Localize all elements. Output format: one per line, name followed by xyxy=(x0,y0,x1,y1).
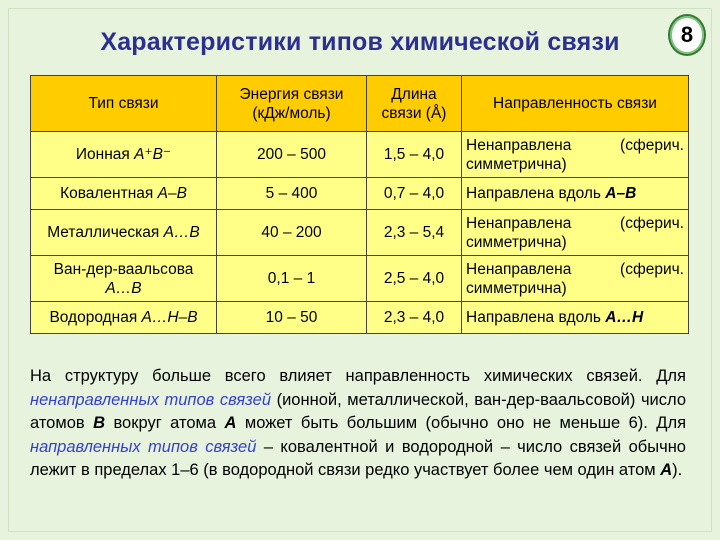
para-text-1: На структуру больше всего влияет направленность химических связей. Для xyxy=(30,367,686,385)
cell-energy: 0,1 – 1 xyxy=(217,256,367,302)
type-text: Водородная xyxy=(49,309,142,326)
type-formula: A–B xyxy=(157,185,187,202)
para-text-5: – ковалентной и водородной – число связей обычно лежит в пределах 1–6 (в водородной связи редко участвует более чем один атом xyxy=(30,437,686,479)
header-bond-energy xyxy=(217,76,367,132)
type-formula: A…B xyxy=(105,279,142,297)
header-bond-direction: Направленность связи xyxy=(462,76,689,132)
para-atom-b: B xyxy=(93,414,106,432)
direction-text: Направлена вдоль xyxy=(466,309,606,326)
cell-energy: 5 – 400 xyxy=(217,178,367,210)
cell-energy: 200 – 500 xyxy=(217,132,367,178)
cell-energy: 10 – 50 xyxy=(217,302,367,334)
cell-type xyxy=(31,302,217,334)
type-formula: A…B xyxy=(163,224,200,241)
para-highlight-directional: направленных типов связей xyxy=(30,437,257,456)
cell-length: 1,5 – 4,0 xyxy=(367,132,462,178)
table-row-van-der-waals xyxy=(31,256,689,302)
table-row-ionic xyxy=(31,132,689,178)
header-bond-type: Тип связи xyxy=(31,76,217,132)
cell-direction xyxy=(462,302,689,334)
cell-type xyxy=(31,132,217,178)
para-text-2: (ионной, металлической, ван-дер-ваальсовой) число атомов xyxy=(30,390,687,432)
para-highlight-nondirectional: ненаправленных типов связей xyxy=(30,390,271,409)
para-text-4: может быть большим (обычно оно не меньше 6). Для xyxy=(236,414,687,432)
cell-length: 0,7 – 4,0 xyxy=(367,178,462,210)
direction-formula: A…H xyxy=(605,309,644,326)
direction-formula: A–B xyxy=(605,185,637,202)
direction-text: Ненаправлена (сферич. симметрична) xyxy=(466,136,684,173)
header-length-line1: Длина xyxy=(391,85,437,103)
table-header-row xyxy=(31,76,689,132)
cell-energy: 40 – 200 xyxy=(217,210,367,256)
table-row-metallic xyxy=(31,210,689,256)
type-text: Ван-дер-ваальсова xyxy=(53,260,194,278)
page-number-badge: 8 xyxy=(668,14,706,56)
header-energy-line2: (кДж/моль) xyxy=(252,104,331,122)
type-formula: A…H–B xyxy=(141,309,198,326)
para-atom-a: A xyxy=(224,414,237,432)
explanation-paragraph xyxy=(30,365,686,483)
cell-type xyxy=(31,256,217,302)
cell-direction xyxy=(462,178,689,210)
para-atom-a-2: A xyxy=(660,461,673,479)
type-text: Ковалентная xyxy=(60,185,158,202)
cell-direction xyxy=(462,132,689,178)
direction-text: Направлена вдоль xyxy=(466,185,606,202)
type-text: Ионная xyxy=(75,146,135,163)
header-bond-length xyxy=(367,76,462,132)
table-row-hydrogen xyxy=(31,302,689,334)
type-formula: A⁺B⁻ xyxy=(134,146,172,163)
cell-direction xyxy=(462,210,689,256)
cell-direction xyxy=(462,256,689,302)
para-text-3: вокруг атома xyxy=(105,414,225,432)
para-text-6: ). xyxy=(672,461,683,479)
table-row-covalent xyxy=(31,178,689,210)
cell-length: 2,3 – 5,4 xyxy=(367,210,462,256)
cell-length: 2,5 – 4,0 xyxy=(367,256,462,302)
type-text: Металлическая xyxy=(47,224,164,241)
cell-type xyxy=(31,178,217,210)
cell-length: 2,3 – 4,0 xyxy=(367,302,462,334)
bond-characteristics-table xyxy=(30,75,689,334)
direction-text: Ненаправлена (сферич. симметрична) xyxy=(466,214,684,251)
header-energy-line1: Энергия связи xyxy=(239,85,344,103)
slide-title: Характеристики типов химической связи xyxy=(100,28,620,56)
direction-text: Ненаправлена (сферич. симметрична) xyxy=(466,260,684,297)
header-length-line2: связи (Å) xyxy=(381,104,447,122)
cell-type xyxy=(31,210,217,256)
